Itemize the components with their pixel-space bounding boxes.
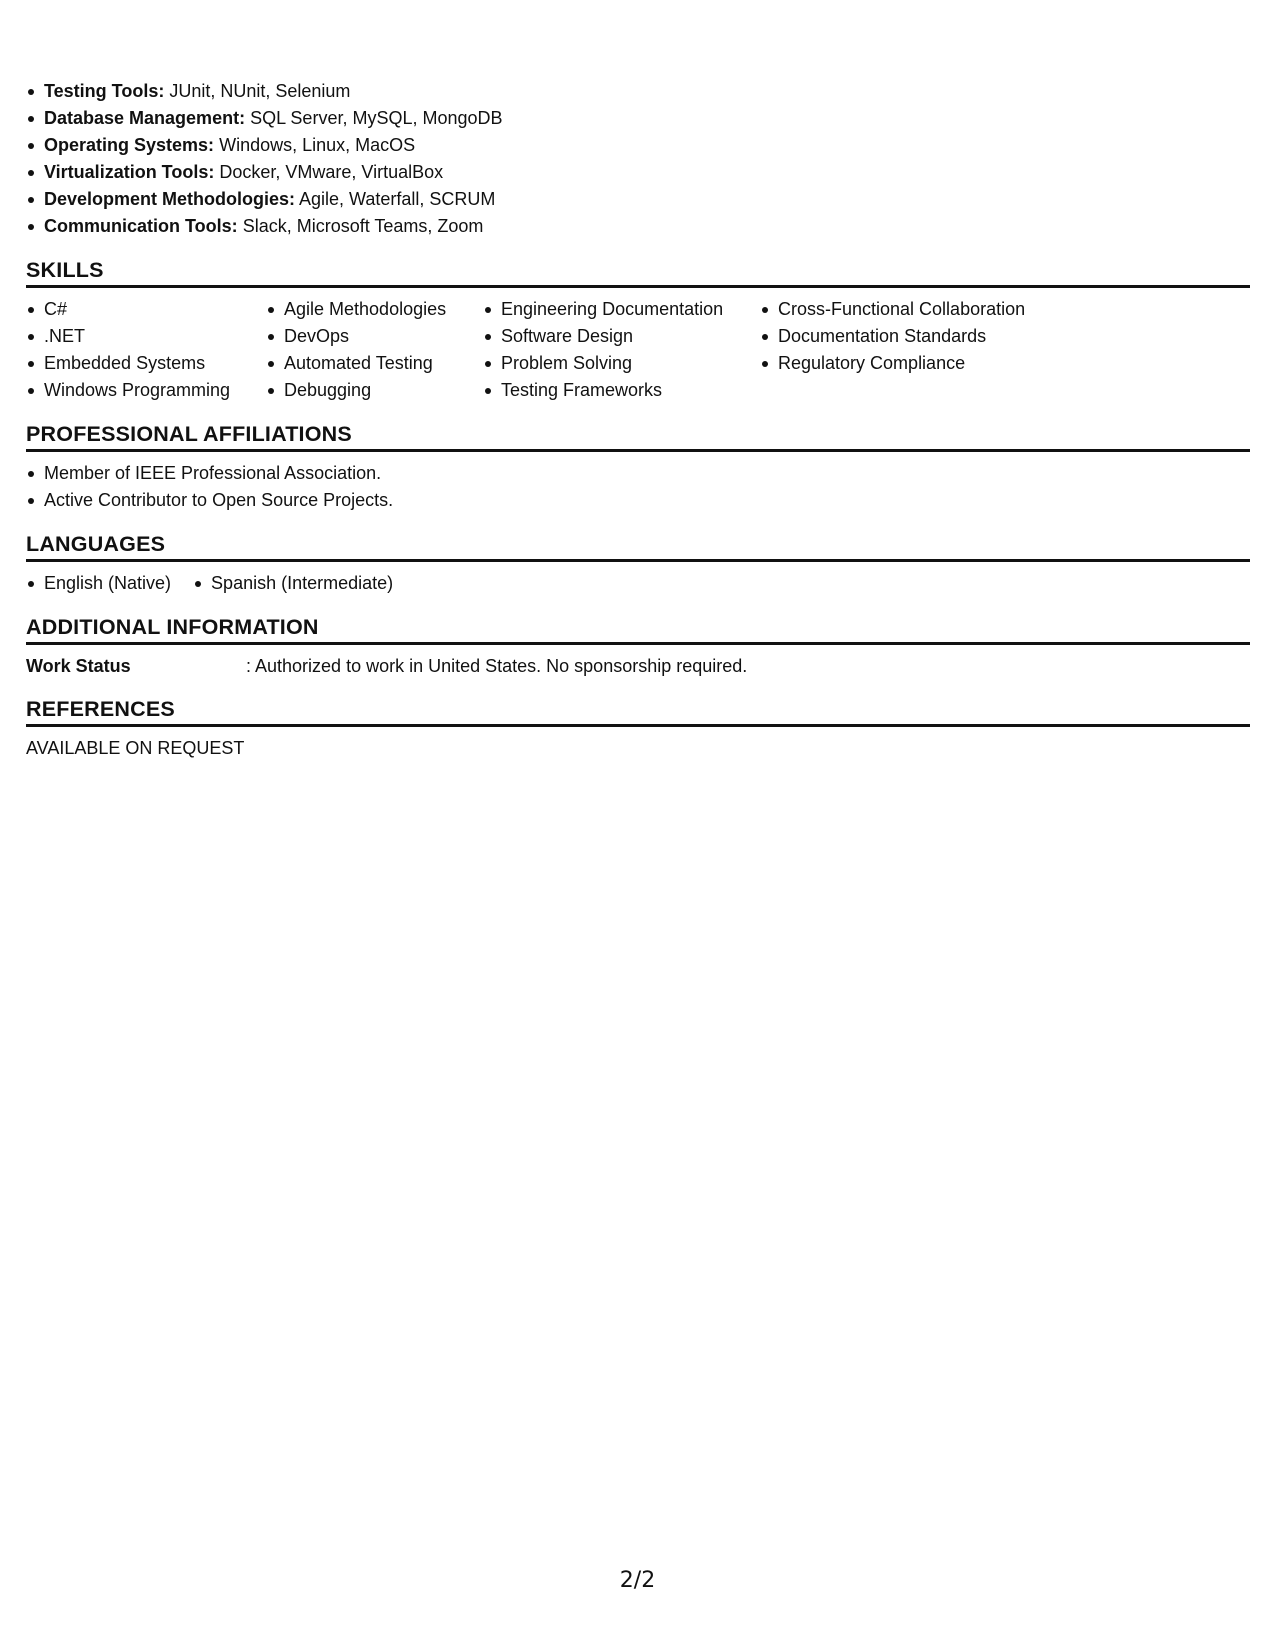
list-item: Active Contributor to Open Source Projects.	[26, 487, 1250, 514]
tools-list	[26, 78, 1250, 240]
skills-column	[266, 296, 483, 404]
skill-item: Embedded Systems	[26, 350, 266, 377]
list-item: Database Management: SQL Server, MySQL, MongoDB	[26, 105, 1250, 132]
languages-heading	[26, 531, 1250, 562]
list-item: Virtualization Tools: Docker, VMware, VirtualBox	[26, 159, 1250, 186]
references-text: AVAILABLE ON REQUEST	[26, 738, 245, 758]
section-title: ADDITIONAL INFORMATION	[26, 615, 319, 639]
skill-item: Automated Testing	[266, 350, 483, 377]
languages-list	[26, 570, 1250, 597]
skill-item: Regulatory Compliance	[760, 350, 1060, 377]
skill-item: Problem Solving	[483, 350, 760, 377]
references-heading	[26, 696, 1250, 727]
section-title: REFERENCES	[26, 697, 175, 721]
skill-item: Agile Methodologies	[266, 296, 483, 323]
skill-item: C#	[26, 296, 266, 323]
affiliations-list	[26, 460, 1250, 514]
section-title: SKILLS	[26, 258, 104, 282]
resume-page	[26, 78, 1250, 761]
skills-grid	[26, 296, 1250, 404]
skill-item: Documentation Standards	[760, 323, 1060, 350]
skill-item: Debugging	[266, 377, 483, 404]
section-title: LANGUAGES	[26, 532, 166, 556]
list-item: Member of IEEE Professional Association.	[26, 460, 1250, 487]
skill-item: .NET	[26, 323, 266, 350]
additional-info-heading	[26, 614, 1250, 645]
list-item: Spanish (Intermediate)	[193, 570, 393, 597]
skill-item: DevOps	[266, 323, 483, 350]
skill-item: Windows Programming	[26, 377, 266, 404]
list-item: Operating Systems: Windows, Linux, MacOS	[26, 132, 1250, 159]
list-item: Development Methodologies: Agile, Waterfall, SCRUM	[26, 186, 1250, 213]
skills-column	[483, 296, 760, 404]
list-item: Testing Tools: JUnit, NUnit, Selenium	[26, 78, 1250, 105]
affiliations-heading	[26, 421, 1250, 452]
list-item: English (Native)	[26, 570, 171, 597]
skill-item: Cross-Functional Collaboration	[760, 296, 1060, 323]
section-title: PROFESSIONAL AFFILIATIONS	[26, 422, 352, 446]
page-number: 2/2	[619, 1568, 656, 1593]
skill-item: Engineering Documentation	[483, 296, 760, 323]
work-status-value: : Authorized to work in United States. No sponsorship required.	[246, 656, 748, 676]
skill-item: Testing Frameworks	[483, 377, 760, 404]
work-status-label: Work Status	[26, 656, 131, 676]
skills-column	[26, 296, 266, 404]
skills-heading	[26, 257, 1250, 288]
list-item: Communication Tools: Slack, Microsoft Teams, Zoom	[26, 213, 1250, 240]
skills-column	[760, 296, 1060, 404]
work-status-row	[26, 653, 1250, 679]
skill-item: Software Design	[483, 323, 760, 350]
